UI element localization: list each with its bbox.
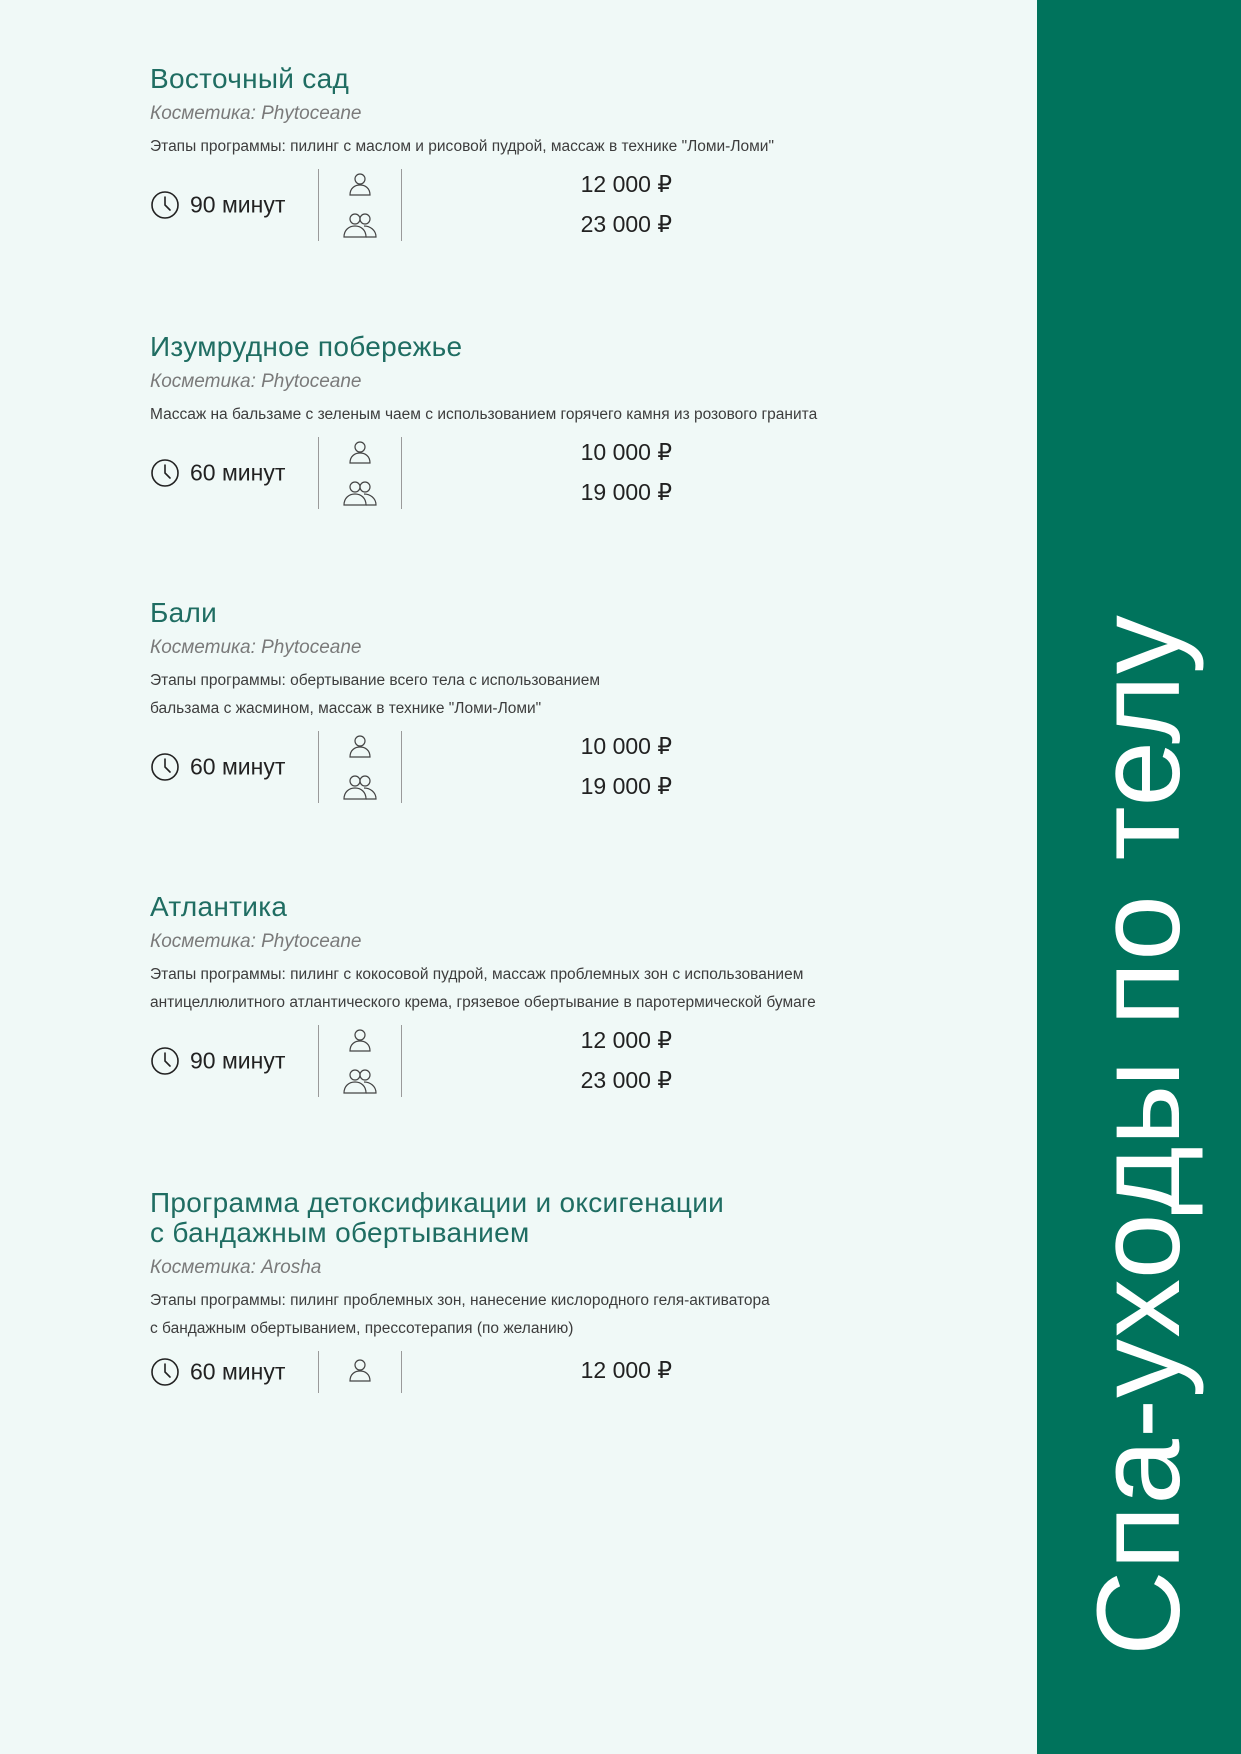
two-persons-icon <box>342 1067 378 1095</box>
price-single: 12 000 ₽ <box>580 1027 672 1053</box>
service-title <box>150 598 1010 628</box>
service-description-line: Этапы программы: пилинг с кокосовой пудрой, массаж проблемных зон с использованием <box>150 966 804 983</box>
service-title-line: Программа детоксификации и оксигенации <box>150 1187 725 1218</box>
price-single: 12 000 ₽ <box>580 1357 672 1383</box>
service-title <box>150 892 1010 922</box>
service-description <box>150 401 1010 429</box>
service-title-line: Бали <box>150 597 218 628</box>
service-description <box>150 133 1010 161</box>
price-double: 23 000 ₽ <box>580 1067 672 1093</box>
service-duration: 90 минут <box>190 191 286 218</box>
price-single: 10 000 ₽ <box>580 733 672 759</box>
service-cosmetics: Косметика: Phytoceane <box>150 637 362 658</box>
service-description-line: Массаж на бальзаме с зеленым чаем с использованием горячего камня из розового гранита <box>150 406 818 423</box>
service-duration: 60 минут <box>190 459 286 486</box>
single-person-icon <box>347 171 373 197</box>
service-title <box>150 1188 1010 1248</box>
single-person-icon <box>347 439 373 465</box>
service-meta <box>150 169 1010 241</box>
service-description-line: Этапы программы: пилинг с маслом и рисовой пудрой, массаж в технике "Ломи-Ломи" <box>150 138 774 155</box>
divider <box>401 437 402 509</box>
service-title-line: Восточный сад <box>150 63 350 94</box>
divider <box>401 1351 402 1393</box>
service-item-atlantika <box>150 892 1010 1097</box>
divider <box>318 437 319 509</box>
single-person-icon <box>347 1357 373 1383</box>
price-double: 23 000 ₽ <box>580 211 672 237</box>
service-description-line: Этапы программы: обертывание всего тела с использованием <box>150 672 601 689</box>
divider <box>318 1025 319 1097</box>
service-cosmetics: Косметика: Phytoceane <box>150 371 362 392</box>
service-meta <box>150 437 1010 509</box>
service-meta <box>150 1025 1010 1097</box>
service-title <box>150 64 1010 94</box>
price-double: 19 000 ₽ <box>580 773 672 799</box>
service-meta <box>150 1351 1010 1393</box>
service-description <box>150 1287 1010 1343</box>
service-meta <box>150 731 1010 803</box>
divider <box>401 1025 402 1097</box>
service-description-line: бальзама с жасмином, массаж в технике "Ломи-Ломи" <box>150 700 542 717</box>
divider <box>318 731 319 803</box>
price-single: 10 000 ₽ <box>580 439 672 465</box>
single-person-icon <box>347 1027 373 1053</box>
service-cosmetics: Косметика: Arosha <box>150 1257 322 1278</box>
service-description-line: антицеллюлитного атлантического крема, грязевое обертывание в паротермической бумаге <box>150 994 816 1011</box>
service-description <box>150 667 1010 723</box>
clock-icon <box>150 1357 180 1387</box>
service-title <box>150 332 1010 362</box>
service-description-line: с бандажным обертыванием, прессотерапия (по желанию) <box>150 1320 574 1337</box>
service-item-bali <box>150 598 1010 803</box>
service-item-vostochny-sad <box>150 64 1010 241</box>
sidebar-title: Спа-уходы по телу <box>1073 614 1205 1656</box>
clock-icon <box>150 1046 180 1076</box>
service-cosmetics: Косметика: Phytoceane <box>150 931 362 952</box>
two-persons-icon <box>342 479 378 507</box>
service-duration: 60 минут <box>190 753 286 780</box>
service-duration: 60 минут <box>190 1358 286 1385</box>
service-description-line: Этапы программы: пилинг проблемных зон, нанесение кислородного геля-активатора <box>150 1292 770 1309</box>
sidebar-panel <box>1037 0 1241 1754</box>
clock-icon <box>150 458 180 488</box>
service-item-detox-program <box>150 1188 1010 1393</box>
divider <box>401 731 402 803</box>
two-persons-icon <box>342 211 378 239</box>
price-single: 12 000 ₽ <box>580 171 672 197</box>
service-item-izumrudnoe-poberezhye <box>150 332 1010 509</box>
two-persons-icon <box>342 773 378 801</box>
single-person-icon <box>347 733 373 759</box>
service-title-line: Изумрудное побережье <box>150 331 463 362</box>
service-cosmetics: Косметика: Phytoceane <box>150 103 362 124</box>
service-title-line: с бандажным обертыванием <box>150 1217 530 1248</box>
price-double: 19 000 ₽ <box>580 479 672 505</box>
divider <box>318 169 319 241</box>
clock-icon <box>150 752 180 782</box>
service-description <box>150 961 1010 1017</box>
service-title-line: Атлантика <box>150 891 288 922</box>
divider <box>401 169 402 241</box>
clock-icon <box>150 190 180 220</box>
divider <box>318 1351 319 1393</box>
service-duration: 90 минут <box>190 1047 286 1074</box>
